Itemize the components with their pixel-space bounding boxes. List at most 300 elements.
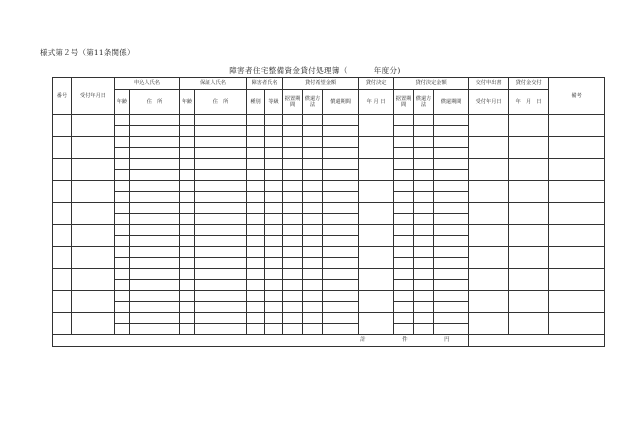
cell-guarantor-age[interactable] xyxy=(180,148,195,159)
cell-dec-repayment-period[interactable] xyxy=(434,115,469,126)
cell-req-repayment-period[interactable] xyxy=(323,302,359,313)
cell-disability-grade[interactable] xyxy=(265,137,283,148)
cell-dec-repayment-period[interactable] xyxy=(434,225,469,236)
cell-req-repayment-period[interactable] xyxy=(323,236,359,247)
cell-applicant-address[interactable] xyxy=(130,313,180,324)
cell-req-repayment-period[interactable] xyxy=(323,258,359,269)
cell-dec-deferment[interactable] xyxy=(394,280,414,291)
cell-applicant-address[interactable] xyxy=(130,302,180,313)
cell-disability-grade[interactable] xyxy=(265,148,283,159)
cell-req-deferment[interactable] xyxy=(283,313,303,324)
cell-received-date[interactable] xyxy=(72,159,115,181)
cell-dec-repayment-method[interactable] xyxy=(414,269,434,280)
cell-disability-grade[interactable] xyxy=(265,258,283,269)
cell-loan-delivery-date[interactable] xyxy=(509,269,549,291)
cell-disability-grade[interactable] xyxy=(265,225,283,236)
cell-dec-repayment-method[interactable] xyxy=(414,247,434,258)
cell-req-repayment-method[interactable] xyxy=(303,225,323,236)
cell-received-date[interactable] xyxy=(72,269,115,291)
cell-applicant-age[interactable] xyxy=(115,126,130,137)
cell-req-repayment-period[interactable] xyxy=(323,203,359,214)
cell-received-date[interactable] xyxy=(72,203,115,225)
cell-guarantor-age[interactable] xyxy=(180,313,195,324)
cell-disability-grade[interactable] xyxy=(265,115,283,126)
cell-dec-repayment-method[interactable] xyxy=(414,170,434,181)
cell-req-deferment[interactable] xyxy=(283,214,303,225)
cell-req-repayment-method[interactable] xyxy=(303,126,323,137)
cell-dec-repayment-period[interactable] xyxy=(434,192,469,203)
cell-dec-repayment-period[interactable] xyxy=(434,181,469,192)
cell-loan-delivery-date[interactable] xyxy=(509,291,549,313)
cell-guarantor-address[interactable] xyxy=(195,181,247,192)
cell-dec-deferment[interactable] xyxy=(394,181,414,192)
cell-delivery-date[interactable] xyxy=(469,181,509,203)
cell-loan-delivery-date[interactable] xyxy=(509,225,549,247)
cell-guarantor-age[interactable] xyxy=(180,115,195,126)
cell-applicant-age[interactable] xyxy=(115,269,130,280)
cell-disability-category[interactable] xyxy=(247,181,265,192)
cell-req-deferment[interactable] xyxy=(283,258,303,269)
cell-guarantor-address[interactable] xyxy=(195,258,247,269)
cell-delivery-date[interactable] xyxy=(469,115,509,137)
cell-guarantor-age[interactable] xyxy=(180,280,195,291)
cell-guarantor-age[interactable] xyxy=(180,170,195,181)
cell-req-repayment-period[interactable] xyxy=(323,280,359,291)
cell-guarantor-address[interactable] xyxy=(195,126,247,137)
cell-decision-date[interactable] xyxy=(359,291,394,313)
cell-received-date[interactable] xyxy=(72,225,115,247)
cell-req-repayment-method[interactable] xyxy=(303,214,323,225)
cell-dec-repayment-period[interactable] xyxy=(434,280,469,291)
cell-req-deferment[interactable] xyxy=(283,148,303,159)
cell-req-deferment[interactable] xyxy=(283,170,303,181)
cell-req-repayment-method[interactable] xyxy=(303,302,323,313)
cell-applicant-age[interactable] xyxy=(115,302,130,313)
cell-req-deferment[interactable] xyxy=(283,324,303,335)
cell-disability-category[interactable] xyxy=(247,247,265,258)
cell-disability-category[interactable] xyxy=(247,225,265,236)
cell-guarantor-age[interactable] xyxy=(180,214,195,225)
cell-applicant-address[interactable] xyxy=(130,192,180,203)
cell-delivery-date[interactable] xyxy=(469,203,509,225)
cell-guarantor-age[interactable] xyxy=(180,269,195,280)
cell-dec-deferment[interactable] xyxy=(394,126,414,137)
cell-received-date[interactable] xyxy=(72,291,115,313)
cell-req-repayment-period[interactable] xyxy=(323,324,359,335)
cell-guarantor-age[interactable] xyxy=(180,225,195,236)
cell-dec-repayment-method[interactable] xyxy=(414,159,434,170)
cell-applicant-age[interactable] xyxy=(115,159,130,170)
cell-dec-repayment-method[interactable] xyxy=(414,291,434,302)
cell-guarantor-address[interactable] xyxy=(195,148,247,159)
cell-dec-deferment[interactable] xyxy=(394,313,414,324)
cell-applicant-address[interactable] xyxy=(130,170,180,181)
cell-req-repayment-period[interactable] xyxy=(323,170,359,181)
cell-dec-repayment-period[interactable] xyxy=(434,170,469,181)
cell-dec-deferment[interactable] xyxy=(394,137,414,148)
cell-dec-repayment-period[interactable] xyxy=(434,137,469,148)
cell-applicant-address[interactable] xyxy=(130,225,180,236)
cell-disability-category[interactable] xyxy=(247,258,265,269)
cell-req-deferment[interactable] xyxy=(283,115,303,126)
cell-applicant-address[interactable] xyxy=(130,269,180,280)
cell-applicant-age[interactable] xyxy=(115,192,130,203)
cell-applicant-age[interactable] xyxy=(115,291,130,302)
cell-applicant-address[interactable] xyxy=(130,214,180,225)
cell-dec-repayment-period[interactable] xyxy=(434,258,469,269)
cell-number[interactable] xyxy=(53,291,72,313)
cell-req-repayment-method[interactable] xyxy=(303,181,323,192)
cell-dec-deferment[interactable] xyxy=(394,236,414,247)
cell-number[interactable] xyxy=(53,247,72,269)
cell-disability-category[interactable] xyxy=(247,280,265,291)
cell-guarantor-age[interactable] xyxy=(180,247,195,258)
cell-req-repayment-method[interactable] xyxy=(303,324,323,335)
cell-guarantor-age[interactable] xyxy=(180,302,195,313)
cell-decision-date[interactable] xyxy=(359,313,394,335)
cell-guarantor-age[interactable] xyxy=(180,236,195,247)
cell-req-deferment[interactable] xyxy=(283,269,303,280)
cell-dec-repayment-method[interactable] xyxy=(414,313,434,324)
cell-delivery-date[interactable] xyxy=(469,137,509,159)
cell-guarantor-address[interactable] xyxy=(195,247,247,258)
cell-dec-repayment-method[interactable] xyxy=(414,324,434,335)
cell-dec-repayment-method[interactable] xyxy=(414,280,434,291)
cell-guarantor-address[interactable] xyxy=(195,313,247,324)
cell-dec-repayment-period[interactable] xyxy=(434,324,469,335)
cell-applicant-age[interactable] xyxy=(115,137,130,148)
cell-guarantor-age[interactable] xyxy=(180,291,195,302)
cell-req-deferment[interactable] xyxy=(283,137,303,148)
cell-applicant-address[interactable] xyxy=(130,324,180,335)
cell-disability-grade[interactable] xyxy=(265,324,283,335)
cell-delivery-date[interactable] xyxy=(469,225,509,247)
cell-req-repayment-method[interactable] xyxy=(303,236,323,247)
cell-dec-repayment-method[interactable] xyxy=(414,115,434,126)
cell-delivery-date[interactable] xyxy=(469,291,509,313)
cell-dec-repayment-period[interactable] xyxy=(434,313,469,324)
cell-req-deferment[interactable] xyxy=(283,291,303,302)
cell-applicant-address[interactable] xyxy=(130,247,180,258)
cell-applicant-age[interactable] xyxy=(115,258,130,269)
cell-decision-date[interactable] xyxy=(359,137,394,159)
cell-number[interactable] xyxy=(53,115,72,137)
cell-applicant-address[interactable] xyxy=(130,280,180,291)
cell-req-repayment-method[interactable] xyxy=(303,159,323,170)
cell-guarantor-address[interactable] xyxy=(195,192,247,203)
cell-applicant-age[interactable] xyxy=(115,280,130,291)
cell-req-repayment-method[interactable] xyxy=(303,269,323,280)
cell-req-repayment-method[interactable] xyxy=(303,192,323,203)
cell-loan-delivery-date[interactable] xyxy=(509,159,549,181)
cell-received-date[interactable] xyxy=(72,247,115,269)
cell-req-repayment-period[interactable] xyxy=(323,225,359,236)
cell-req-repayment-period[interactable] xyxy=(323,181,359,192)
cell-dec-repayment-period[interactable] xyxy=(434,269,469,280)
cell-decision-date[interactable] xyxy=(359,269,394,291)
cell-req-deferment[interactable] xyxy=(283,203,303,214)
cell-delivery-date[interactable] xyxy=(469,313,509,335)
cell-decision-date[interactable] xyxy=(359,203,394,225)
cell-remarks[interactable] xyxy=(549,181,605,203)
cell-dec-deferment[interactable] xyxy=(394,225,414,236)
cell-req-deferment[interactable] xyxy=(283,225,303,236)
cell-loan-delivery-date[interactable] xyxy=(509,313,549,335)
cell-applicant-address[interactable] xyxy=(130,115,180,126)
cell-guarantor-address[interactable] xyxy=(195,324,247,335)
cell-disability-category[interactable] xyxy=(247,236,265,247)
cell-applicant-address[interactable] xyxy=(130,236,180,247)
cell-dec-repayment-method[interactable] xyxy=(414,126,434,137)
cell-disability-category[interactable] xyxy=(247,192,265,203)
cell-disability-category[interactable] xyxy=(247,203,265,214)
cell-number[interactable] xyxy=(53,269,72,291)
cell-req-repayment-method[interactable] xyxy=(303,170,323,181)
cell-req-repayment-period[interactable] xyxy=(323,214,359,225)
cell-disability-category[interactable] xyxy=(247,214,265,225)
cell-dec-repayment-period[interactable] xyxy=(434,214,469,225)
cell-disability-category[interactable] xyxy=(247,115,265,126)
cell-disability-grade[interactable] xyxy=(265,236,283,247)
cell-req-deferment[interactable] xyxy=(283,181,303,192)
cell-guarantor-age[interactable] xyxy=(180,159,195,170)
cell-loan-delivery-date[interactable] xyxy=(509,115,549,137)
cell-applicant-age[interactable] xyxy=(115,148,130,159)
cell-applicant-address[interactable] xyxy=(130,159,180,170)
cell-guarantor-age[interactable] xyxy=(180,203,195,214)
cell-dec-repayment-method[interactable] xyxy=(414,258,434,269)
cell-req-repayment-period[interactable] xyxy=(323,291,359,302)
cell-req-repayment-period[interactable] xyxy=(323,269,359,280)
cell-decision-date[interactable] xyxy=(359,159,394,181)
cell-disability-grade[interactable] xyxy=(265,192,283,203)
cell-loan-delivery-date[interactable] xyxy=(509,137,549,159)
cell-number[interactable] xyxy=(53,137,72,159)
cell-decision-date[interactable] xyxy=(359,247,394,269)
cell-disability-grade[interactable] xyxy=(265,126,283,137)
cell-disability-grade[interactable] xyxy=(265,247,283,258)
cell-req-repayment-period[interactable] xyxy=(323,126,359,137)
cell-loan-delivery-date[interactable] xyxy=(509,181,549,203)
cell-req-repayment-period[interactable] xyxy=(323,247,359,258)
cell-received-date[interactable] xyxy=(72,115,115,137)
cell-applicant-age[interactable] xyxy=(115,225,130,236)
cell-remarks[interactable] xyxy=(549,313,605,335)
cell-number[interactable] xyxy=(53,181,72,203)
cell-disability-grade[interactable] xyxy=(265,214,283,225)
cell-dec-repayment-method[interactable] xyxy=(414,181,434,192)
cell-guarantor-address[interactable] xyxy=(195,159,247,170)
cell-remarks[interactable] xyxy=(549,291,605,313)
cell-disability-category[interactable] xyxy=(247,159,265,170)
cell-guarantor-address[interactable] xyxy=(195,225,247,236)
cell-disability-category[interactable] xyxy=(247,324,265,335)
cell-applicant-age[interactable] xyxy=(115,247,130,258)
cell-delivery-date[interactable] xyxy=(469,159,509,181)
cell-guarantor-address[interactable] xyxy=(195,291,247,302)
cell-req-repayment-method[interactable] xyxy=(303,137,323,148)
cell-remarks[interactable] xyxy=(549,159,605,181)
cell-guarantor-age[interactable] xyxy=(180,258,195,269)
cell-guarantor-age[interactable] xyxy=(180,192,195,203)
cell-applicant-address[interactable] xyxy=(130,291,180,302)
cell-disability-category[interactable] xyxy=(247,269,265,280)
cell-dec-deferment[interactable] xyxy=(394,269,414,280)
cell-dec-deferment[interactable] xyxy=(394,258,414,269)
cell-applicant-age[interactable] xyxy=(115,214,130,225)
cell-dec-deferment[interactable] xyxy=(394,115,414,126)
cell-dec-repayment-method[interactable] xyxy=(414,148,434,159)
cell-req-repayment-period[interactable] xyxy=(323,137,359,148)
cell-req-deferment[interactable] xyxy=(283,159,303,170)
cell-applicant-address[interactable] xyxy=(130,181,180,192)
cell-guarantor-age[interactable] xyxy=(180,126,195,137)
cell-disability-category[interactable] xyxy=(247,126,265,137)
cell-number[interactable] xyxy=(53,159,72,181)
cell-applicant-age[interactable] xyxy=(115,115,130,126)
cell-disability-grade[interactable] xyxy=(265,159,283,170)
cell-disability-category[interactable] xyxy=(247,137,265,148)
cell-remarks[interactable] xyxy=(549,115,605,137)
cell-delivery-date[interactable] xyxy=(469,269,509,291)
cell-req-repayment-method[interactable] xyxy=(303,115,323,126)
cell-dec-deferment[interactable] xyxy=(394,148,414,159)
cell-disability-category[interactable] xyxy=(247,170,265,181)
cell-guarantor-address[interactable] xyxy=(195,137,247,148)
cell-loan-delivery-date[interactable] xyxy=(509,203,549,225)
cell-received-date[interactable] xyxy=(72,181,115,203)
cell-req-repayment-method[interactable] xyxy=(303,313,323,324)
cell-req-repayment-method[interactable] xyxy=(303,247,323,258)
cell-req-deferment[interactable] xyxy=(283,236,303,247)
cell-applicant-age[interactable] xyxy=(115,313,130,324)
cell-req-repayment-period[interactable] xyxy=(323,115,359,126)
cell-received-date[interactable] xyxy=(72,137,115,159)
cell-guarantor-address[interactable] xyxy=(195,115,247,126)
cell-applicant-age[interactable] xyxy=(115,203,130,214)
cell-guarantor-age[interactable] xyxy=(180,181,195,192)
cell-loan-delivery-date[interactable] xyxy=(509,247,549,269)
cell-req-repayment-period[interactable] xyxy=(323,313,359,324)
cell-guarantor-address[interactable] xyxy=(195,170,247,181)
cell-disability-grade[interactable] xyxy=(265,302,283,313)
cell-remarks[interactable] xyxy=(549,203,605,225)
cell-disability-grade[interactable] xyxy=(265,280,283,291)
cell-remarks[interactable] xyxy=(549,247,605,269)
cell-dec-repayment-method[interactable] xyxy=(414,302,434,313)
cell-applicant-address[interactable] xyxy=(130,137,180,148)
cell-guarantor-address[interactable] xyxy=(195,269,247,280)
cell-req-repayment-method[interactable] xyxy=(303,291,323,302)
cell-req-repayment-period[interactable] xyxy=(323,159,359,170)
cell-dec-deferment[interactable] xyxy=(394,203,414,214)
cell-dec-repayment-period[interactable] xyxy=(434,247,469,258)
cell-applicant-age[interactable] xyxy=(115,324,130,335)
cell-disability-category[interactable] xyxy=(247,302,265,313)
cell-applicant-age[interactable] xyxy=(115,236,130,247)
cell-applicant-address[interactable] xyxy=(130,258,180,269)
cell-applicant-address[interactable] xyxy=(130,148,180,159)
cell-dec-repayment-period[interactable] xyxy=(434,148,469,159)
cell-number[interactable] xyxy=(53,225,72,247)
cell-disability-grade[interactable] xyxy=(265,313,283,324)
cell-dec-deferment[interactable] xyxy=(394,159,414,170)
cell-number[interactable] xyxy=(53,203,72,225)
cell-dec-repayment-method[interactable] xyxy=(414,203,434,214)
cell-decision-date[interactable] xyxy=(359,115,394,137)
cell-req-repayment-method[interactable] xyxy=(303,258,323,269)
cell-dec-repayment-period[interactable] xyxy=(434,159,469,170)
cell-req-deferment[interactable] xyxy=(283,126,303,137)
cell-dec-repayment-method[interactable] xyxy=(414,192,434,203)
cell-guarantor-address[interactable] xyxy=(195,302,247,313)
cell-remarks[interactable] xyxy=(549,137,605,159)
cell-disability-category[interactable] xyxy=(247,291,265,302)
cell-decision-date[interactable] xyxy=(359,225,394,247)
cell-dec-deferment[interactable] xyxy=(394,170,414,181)
cell-remarks[interactable] xyxy=(549,225,605,247)
cell-dec-repayment-period[interactable] xyxy=(434,236,469,247)
cell-applicant-age[interactable] xyxy=(115,181,130,192)
cell-disability-category[interactable] xyxy=(247,313,265,324)
cell-dec-repayment-method[interactable] xyxy=(414,137,434,148)
cell-applicant-address[interactable] xyxy=(130,126,180,137)
cell-dec-repayment-period[interactable] xyxy=(434,203,469,214)
cell-dec-deferment[interactable] xyxy=(394,291,414,302)
cell-req-deferment[interactable] xyxy=(283,280,303,291)
cell-dec-repayment-method[interactable] xyxy=(414,236,434,247)
cell-req-repayment-method[interactable] xyxy=(303,148,323,159)
cell-number[interactable] xyxy=(53,313,72,335)
cell-dec-repayment-period[interactable] xyxy=(434,126,469,137)
cell-dec-repayment-method[interactable] xyxy=(414,214,434,225)
cell-req-repayment-period[interactable] xyxy=(323,148,359,159)
cell-applicant-address[interactable] xyxy=(130,203,180,214)
cell-dec-deferment[interactable] xyxy=(394,302,414,313)
cell-dec-deferment[interactable] xyxy=(394,247,414,258)
cell-guarantor-address[interactable] xyxy=(195,214,247,225)
cell-disability-grade[interactable] xyxy=(265,291,283,302)
cell-req-deferment[interactable] xyxy=(283,302,303,313)
cell-delivery-date[interactable] xyxy=(469,247,509,269)
cell-disability-grade[interactable] xyxy=(265,170,283,181)
cell-disability-category[interactable] xyxy=(247,148,265,159)
cell-received-date[interactable] xyxy=(72,313,115,335)
cell-req-repayment-method[interactable] xyxy=(303,203,323,214)
cell-guarantor-address[interactable] xyxy=(195,236,247,247)
cell-guarantor-address[interactable] xyxy=(195,203,247,214)
cell-req-repayment-period[interactable] xyxy=(323,192,359,203)
cell-req-deferment[interactable] xyxy=(283,247,303,258)
cell-guarantor-age[interactable] xyxy=(180,137,195,148)
cell-dec-repayment-method[interactable] xyxy=(414,225,434,236)
cell-applicant-age[interactable] xyxy=(115,170,130,181)
cell-guarantor-age[interactable] xyxy=(180,324,195,335)
cell-dec-deferment[interactable] xyxy=(394,192,414,203)
cell-decision-date[interactable] xyxy=(359,181,394,203)
cell-req-repayment-method[interactable] xyxy=(303,280,323,291)
cell-dec-deferment[interactable] xyxy=(394,214,414,225)
cell-req-deferment[interactable] xyxy=(283,192,303,203)
cell-guarantor-address[interactable] xyxy=(195,280,247,291)
cell-disability-grade[interactable] xyxy=(265,181,283,192)
cell-dec-repayment-period[interactable] xyxy=(434,291,469,302)
cell-disability-grade[interactable] xyxy=(265,203,283,214)
cell-dec-deferment[interactable] xyxy=(394,324,414,335)
cell-remarks[interactable] xyxy=(549,269,605,291)
cell-dec-repayment-period[interactable] xyxy=(434,302,469,313)
cell-disability-grade[interactable] xyxy=(265,269,283,280)
